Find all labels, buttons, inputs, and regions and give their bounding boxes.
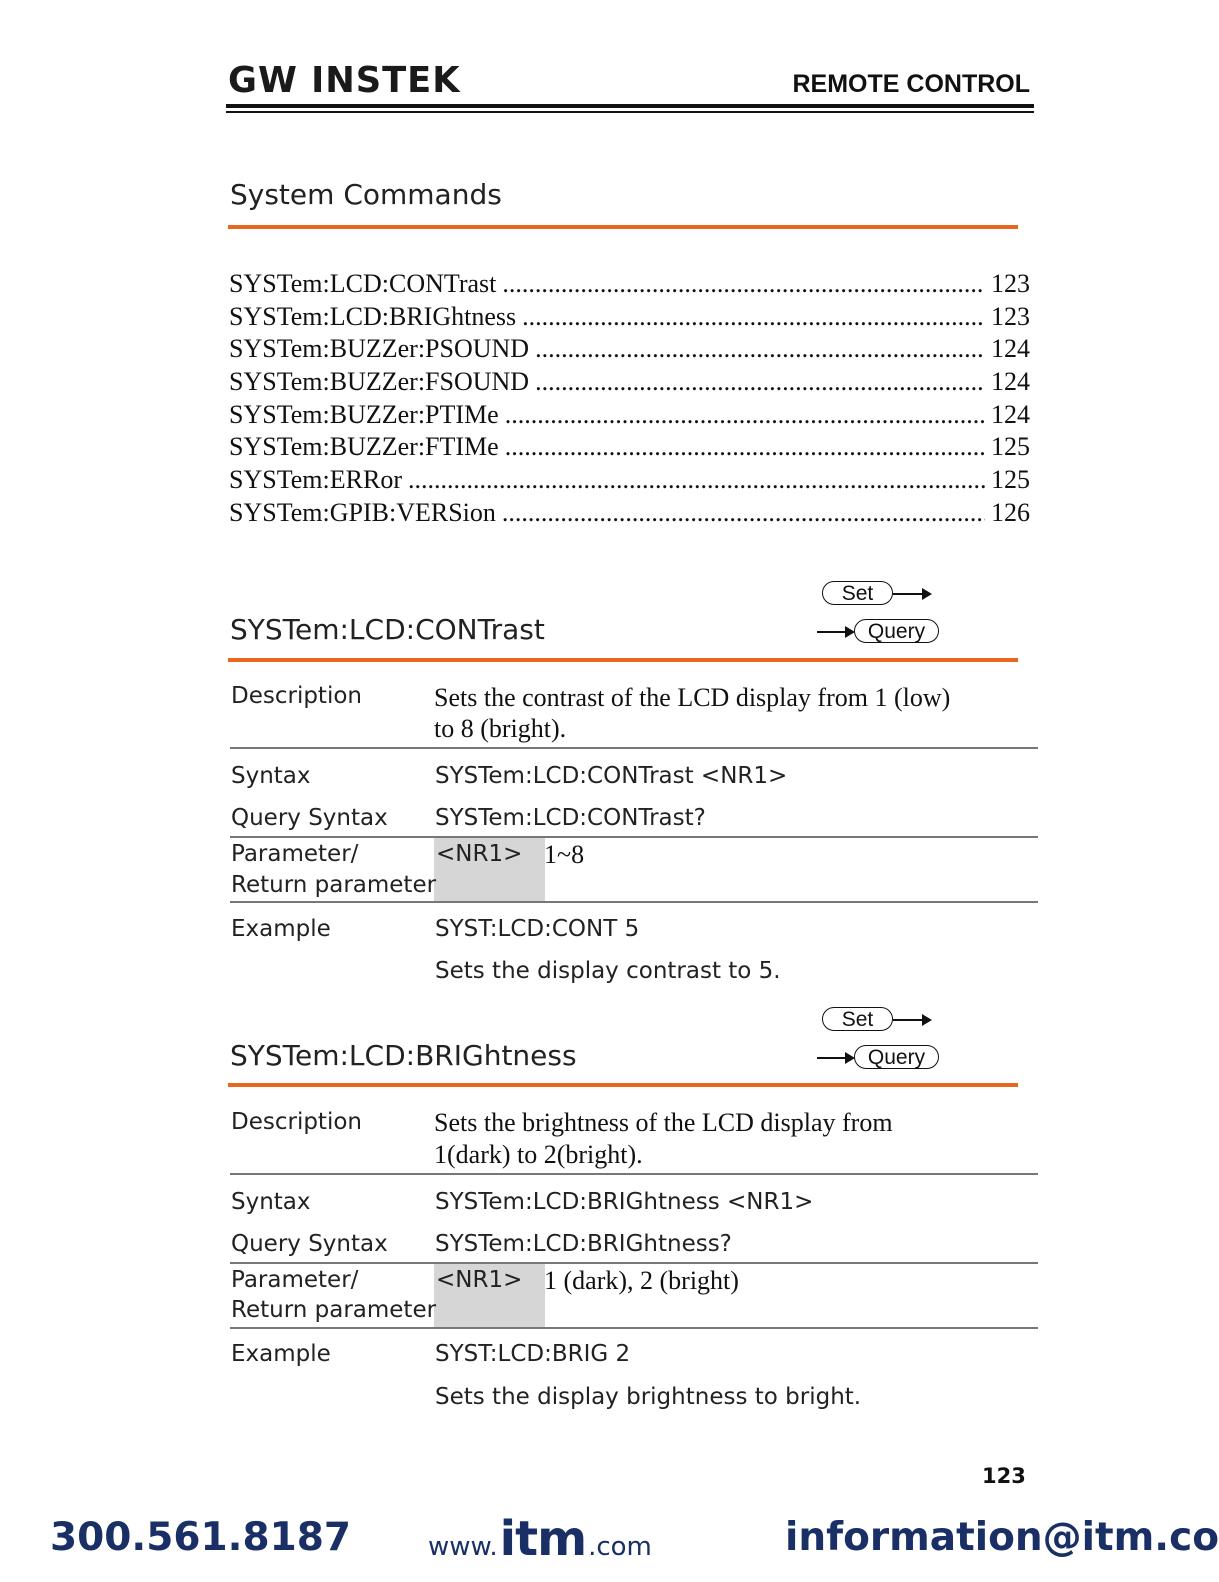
toc-entry[interactable]: SYSTem:BUZZer:FSOUND ..... 124: [229, 366, 1030, 399]
param-type: <NR1>: [436, 1267, 523, 1293]
description-text-2: 1(dark) to 2(bright).: [434, 1140, 643, 1169]
brand-logo: GW INSTEK: [228, 60, 461, 101]
query-arrow: [817, 1057, 847, 1059]
set-badge: Set: [822, 581, 893, 605]
set-badge: Set: [822, 1007, 893, 1031]
toc-entry[interactable]: SYSTem:BUZZer:PSOUND ..... 124: [229, 333, 1030, 366]
toc-entry[interactable]: SYSTem:LCD:BRIGhtness ..... 123: [229, 301, 1030, 334]
toc-entry[interactable]: SYSTem:LCD:CONTrast ..... 123: [229, 268, 1030, 301]
parameter-label: Parameter/: [231, 1267, 359, 1293]
description-text: Sets the contrast of the LCD display from 1 (low): [434, 683, 951, 712]
set-arrow-head: [922, 588, 932, 600]
query-badge: Query: [854, 619, 939, 643]
web-suffix: .com: [588, 1532, 652, 1562]
query-syntax-value: SYSTem:LCD:CONTrast?: [435, 805, 706, 831]
footer-phone[interactable]: 300.561.8187: [50, 1515, 351, 1560]
parameter-label: Parameter/: [231, 841, 359, 867]
set-arrow: [893, 1019, 923, 1021]
description-text-2: to 8 (bright).: [434, 714, 567, 743]
example-description: Sets the display brightness to bright.: [435, 1384, 862, 1410]
section-header: REMOTE CONTROL: [792, 70, 1030, 98]
page-number: 123: [982, 1464, 1026, 1488]
query-badge: Query: [854, 1045, 939, 1069]
command-title: SYSTem:LCD:BRIGhtness: [230, 1039, 577, 1072]
toc-entry[interactable]: SYSTem:GPIB:VERSion ..... 126: [229, 497, 1030, 530]
command-title: SYSTem:LCD:CONTrast: [230, 613, 545, 646]
footer-website[interactable]: [428, 1511, 652, 1567]
footer-email[interactable]: information@itm.co: [785, 1515, 1219, 1560]
param-type: <NR1>: [436, 841, 523, 867]
param-range: 1~8: [544, 840, 585, 869]
syntax-value: SYSTem:LCD:BRIGhtness <NR1>: [435, 1189, 814, 1215]
header-rule-thin: [226, 111, 1034, 113]
set-arrow-head: [922, 1014, 932, 1026]
query-syntax-value: SYSTem:LCD:BRIGhtness?: [435, 1231, 732, 1257]
return-parameter-label: Return parameter: [231, 872, 437, 898]
row-divider: [230, 1262, 1038, 1264]
description-label: Description: [231, 683, 362, 709]
return-parameter-label: Return parameter: [231, 1297, 437, 1323]
itm-logo: itm: [499, 1511, 587, 1567]
example-command: SYST:LCD:CONT 5: [435, 916, 640, 942]
title-underline: [228, 225, 1018, 229]
command-underline: [228, 658, 1018, 662]
query-syntax-label: Query Syntax: [231, 805, 388, 831]
syntax-label: Syntax: [231, 763, 311, 789]
row-divider: [230, 1327, 1038, 1329]
query-syntax-label: Query Syntax: [231, 1231, 388, 1257]
description-text: Sets the brightness of the LCD display from: [434, 1108, 893, 1137]
row-divider: [230, 901, 1038, 903]
syntax-value: SYSTem:LCD:CONTrast <NR1>: [435, 763, 788, 789]
syntax-label: Syntax: [231, 1189, 311, 1215]
web-prefix: www.: [428, 1532, 498, 1562]
table-of-contents: [229, 268, 1030, 530]
toc-entry[interactable]: SYSTem:BUZZer:PTIMe ..... 124: [229, 399, 1030, 432]
toc-entry[interactable]: SYSTem:BUZZer:FTIMe ..... 125: [229, 431, 1030, 464]
row-divider: [230, 1173, 1038, 1175]
system-commands-title: System Commands: [230, 178, 502, 211]
example-label: Example: [231, 1341, 331, 1367]
set-arrow: [893, 593, 923, 595]
toc-entry[interactable]: SYSTem:ERRor ..... 125: [229, 464, 1030, 497]
row-divider: [230, 747, 1038, 749]
description-label: Description: [231, 1109, 362, 1135]
example-label: Example: [231, 916, 331, 942]
param-range: 1 (dark), 2 (bright): [544, 1266, 739, 1295]
example-description: Sets the display contrast to 5.: [435, 958, 781, 984]
command-underline: [228, 1083, 1018, 1087]
header-rule: [226, 104, 1034, 108]
row-divider: [230, 836, 1038, 838]
example-command: SYST:LCD:BRIG 2: [435, 1341, 631, 1367]
query-arrow: [817, 631, 847, 633]
